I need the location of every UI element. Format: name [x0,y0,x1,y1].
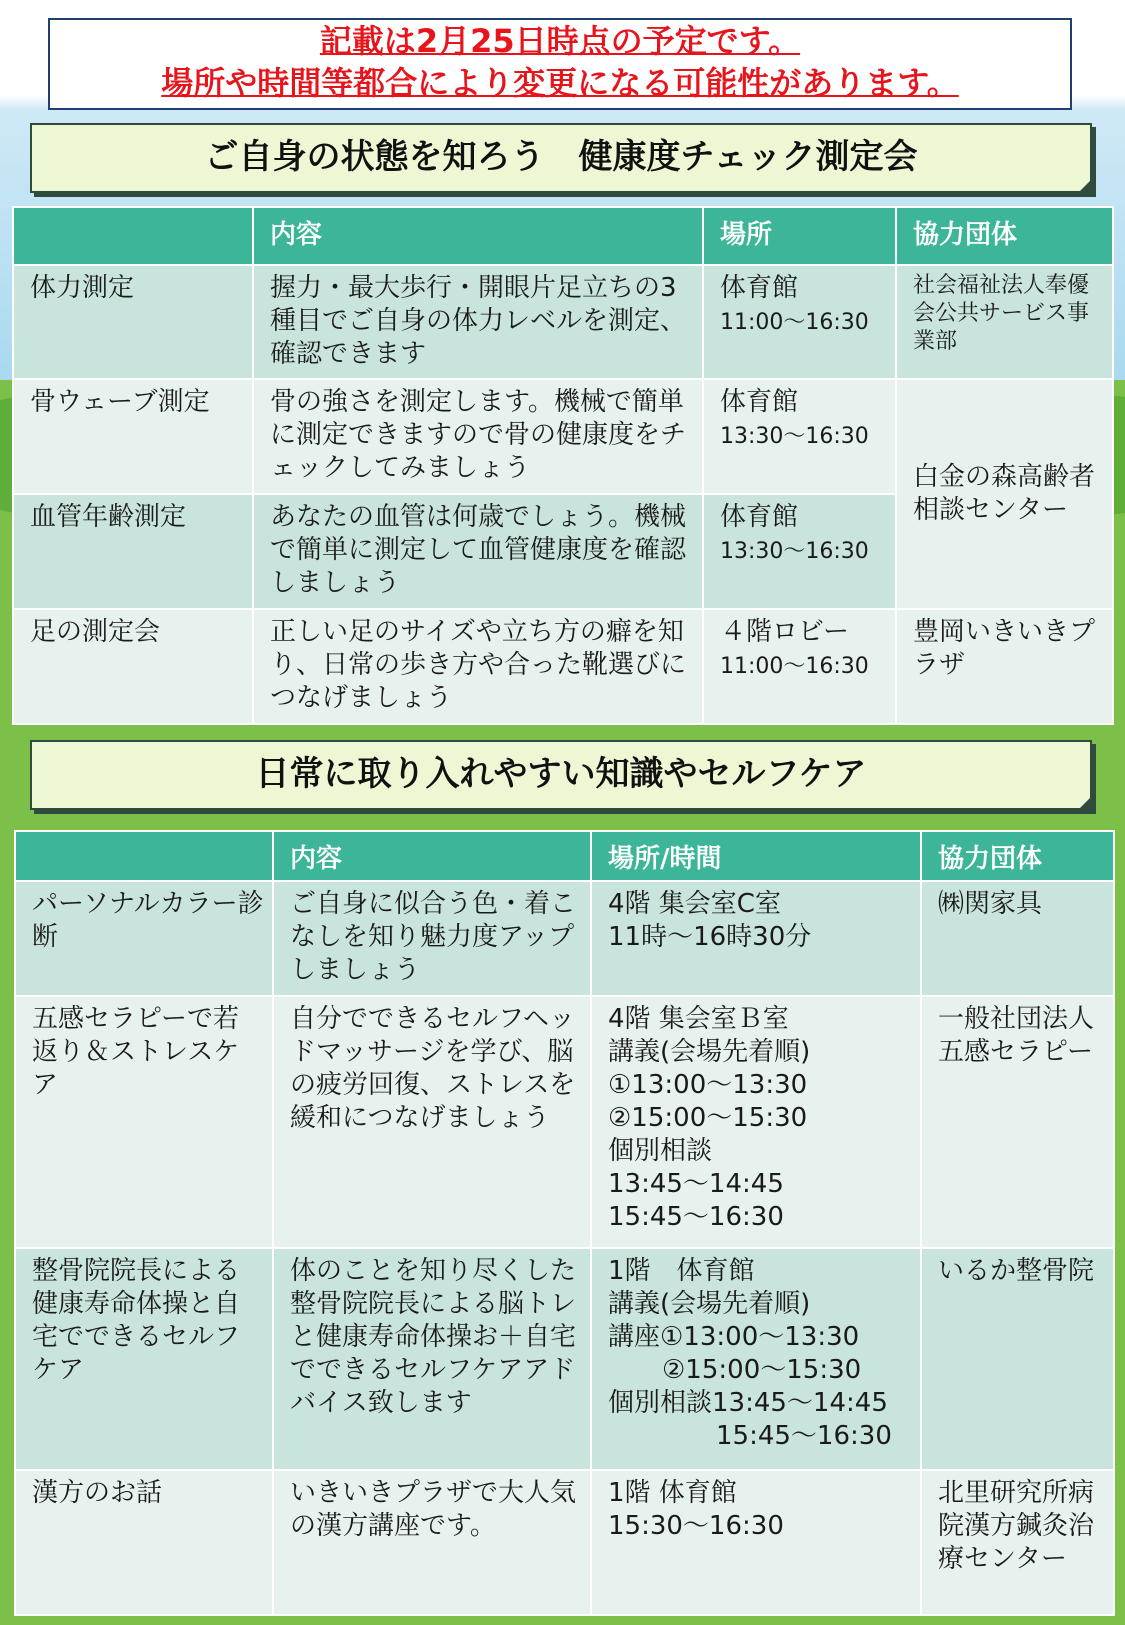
place-line: 13:45～14:45 [608,1169,784,1199]
schedule-notice [48,18,1072,110]
program-place [591,881,921,996]
header-cell [15,831,273,881]
time-text: 11:00～16:30 [720,310,869,335]
table-header-row [15,831,1114,881]
place-text: 体育館 [720,387,799,417]
header-cell: 協力団体 [896,207,1113,265]
banner-fold [1078,179,1092,193]
table-header-row [13,207,1113,265]
table-row [13,379,1113,494]
program-place [703,609,896,724]
table-row [15,996,1114,1248]
program-name: 体力測定 [13,265,253,379]
section2-table [14,830,1115,1616]
time-text: 13:30～16:30 [720,424,869,449]
program-name: 血管年齢測定 [13,494,253,609]
program-partner: 白金の森高齢者相談センター [896,379,1113,609]
program-place [703,265,896,379]
program-place [591,1248,921,1470]
program-content: 骨の強さを測定します。機械で簡単に測定できますので骨の健康度をチェックしてみましょう [253,379,703,494]
place-line: 個別相談 [608,1136,713,1166]
section2-title-text: 日常に取り入れやすい知識やセルフケア [255,754,867,794]
program-name: パーソナルカラー診断 [15,881,273,996]
place-line: 講義(会場先着順) [608,1037,811,1067]
program-place [591,1470,921,1615]
place-line: 個別相談13:45～14:45 [608,1388,888,1418]
place-line: 1階 体育館 [608,1256,755,1286]
place-line: 11時～16時30分 [608,922,812,952]
header-cell: 場所 [703,207,896,265]
section1-table [12,206,1114,725]
table-row [15,1470,1114,1615]
header-cell: 協力団体 [921,831,1114,881]
table-row [15,881,1114,996]
program-partner: 豊岡いきいきプラザ [896,609,1113,724]
header-cell: 場所/時間 [591,831,921,881]
program-name: 骨ウェーブ測定 [13,379,253,494]
time-text: 11:00～16:30 [720,654,869,679]
place-line: 15:45～16:30 [716,1421,892,1451]
program-partner: いるか整骨院 [921,1248,1114,1470]
table-row [13,265,1113,379]
program-partner: 社会福祉法人奉優会公共サービス事業部 [896,265,1113,379]
place-line: 15:45～16:30 [608,1202,784,1232]
program-content: いきいきプラザで大人気の漢方講座です。 [273,1470,591,1615]
place-line: ②15:00～15:30 [608,1103,808,1133]
program-content: ご自身に似合う色・着こなしを知り魅力度アップしましょう [273,881,591,996]
header-cell [13,207,253,265]
program-name: 漢方のお話 [15,1470,273,1615]
program-name: 五感セラピーで若返り＆ストレスケア [15,996,273,1248]
place-line: ①13:00～13:30 [608,1070,808,1100]
place-line: 4階 集会室C室 [608,889,781,919]
table-row [15,1248,1114,1470]
place-text: ４階ロビー [720,617,849,647]
place-line: 1階 体育館 [608,1478,737,1508]
program-content: 正しい足のサイズや立ち方の癖を知り、日常の歩き方や合った靴選びにつなげましょう [253,609,703,724]
program-content: 体のことを知り尽くした整骨院院長による脳トレと健康寿命体操お＋自宅でできるセルフケアアドバイス致します [273,1248,591,1470]
place-text: 体育館 [720,502,799,532]
header-cell: 内容 [253,207,703,265]
banner-fold [1078,796,1092,810]
header-cell: 内容 [273,831,591,881]
program-name: 整骨院院長による健康寿命体操と自宅でできるセルフケア [15,1248,273,1470]
program-partner: 北里研究所病院漢方鍼灸治療センター [921,1470,1114,1615]
program-content: 自分でできるセルフヘッドマッサージを学び、脳の疲労回復、ストレスを緩和につなげましょう [273,996,591,1248]
program-partner: ㈱関家具 [921,881,1114,996]
program-partner: 一般社団法人五感セラピー [921,996,1114,1248]
program-content: あなたの血管は何歳でしょう。機械で簡単に測定して血管健康度を確認しましょう [253,494,703,609]
notice-line-1: 記載は2月25日時点の予定です。 [319,22,801,60]
section1-title [30,123,1092,193]
table-row [13,609,1113,724]
notice-line-2: 場所や時間等都合により変更になる可能性があります。 [161,64,959,102]
program-place [703,494,896,609]
place-line: 講義(会場先着順) [608,1289,811,1319]
program-place [703,379,896,494]
section2-title [30,740,1092,810]
place-line: 4階 集会室Ｂ室 [608,1004,789,1034]
section1-title-text: ご自身の状態を知ろう 健康度チェック測定会 [204,137,918,177]
time-text: 13:30～16:30 [720,539,869,564]
program-content: 握力・最大歩行・開眼片足立ちの3種目でご自身の体力レベルを測定、確認できます [253,265,703,379]
place-line: 15:30～16:30 [608,1511,784,1541]
program-name: 足の測定会 [13,609,253,724]
place-text: 体育館 [720,273,799,303]
program-place [591,996,921,1248]
place-line: ②15:00～15:30 [662,1355,862,1385]
place-line: 講座①13:00～13:30 [608,1322,860,1352]
